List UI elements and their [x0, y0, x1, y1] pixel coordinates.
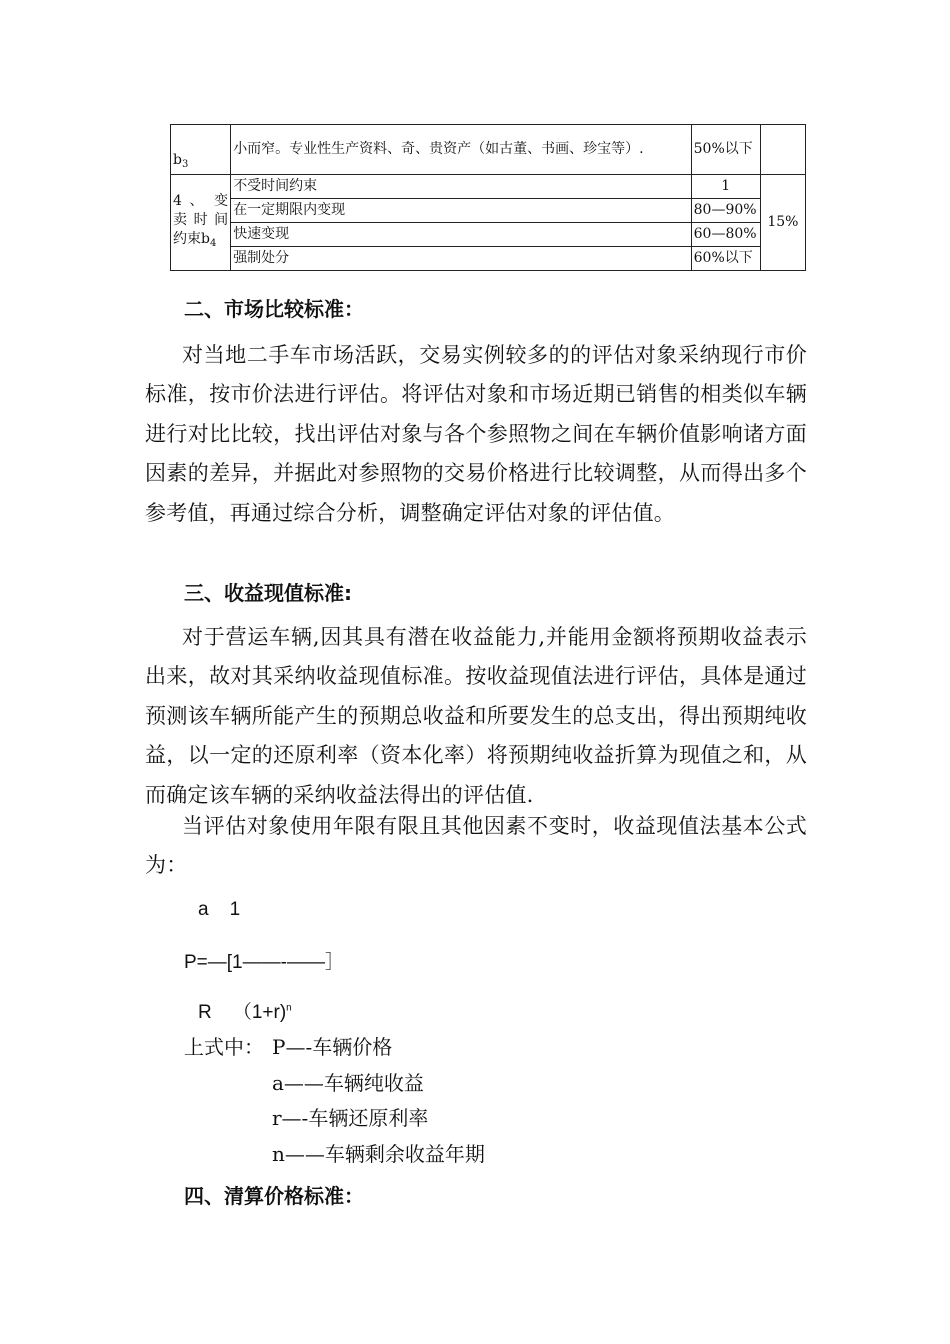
definitions-list [272, 1030, 485, 1172]
row-description: 小而窄。专业性生产资料、奇、贵资产（如古董、书画、珍宝等）. [231, 125, 691, 175]
paragraph-market: 对当地二手车市场活跃，交易实例较多的的评估对象采纳现行市价标准，按市价法进行评估。将评估对象和市场近期已销售的相类似车辆进行对比比较，找出评估对象与各个参照物之间在车辆价值影响诸方面因素的差异，并据此对参照物的交易价格进行比较调整，从而得出多个参考值，再通过综合分析，调整确定评估对象的评估值。 [145, 343, 807, 525]
formula-denominator: R （1+r)$^n$ [198, 1002, 292, 1023]
row-weight: 15% [760, 175, 805, 271]
valuation-table [170, 124, 806, 271]
section-heading-liquidation: 四、清算价格标准： [184, 1184, 364, 1208]
table-row [171, 223, 806, 247]
row-rate: 1 [691, 175, 760, 199]
table-row [171, 247, 806, 271]
row-description: 不受时间约束 [231, 175, 691, 199]
row-description: 在一定期限内变现 [231, 199, 691, 223]
row-rate: 60—80% [691, 223, 760, 247]
definition-item: P—-车辆价格 [272, 1035, 393, 1059]
table-row [171, 175, 806, 199]
definitions-intro: 上式中： [184, 1035, 264, 1059]
row-weight [760, 125, 805, 175]
row-description: 强制处分 [231, 247, 691, 271]
row-rate: 50%以下 [691, 125, 760, 175]
formula-numerator: a 1 [198, 899, 241, 920]
section-heading-market: 二、市场比较标准： [184, 297, 364, 321]
definition-item: r—-车辆还原利率 [272, 1106, 429, 1130]
row-rate: 60%以下 [691, 247, 760, 271]
row-description: 快速变现 [231, 223, 691, 247]
definition-item: a——车辆纯收益 [272, 1070, 424, 1095]
section-heading-income: 三、收益现值标准: [184, 581, 352, 605]
row-label-b4: 4 、 变 卖时间 约束$b_4$ [171, 175, 231, 271]
table-row [171, 125, 806, 175]
formula-main: P=—[1——-——］ [184, 952, 344, 973]
row-label-b3: $b_3$ [171, 125, 231, 175]
definition-item: n——车辆剩余收益年期 [272, 1141, 485, 1166]
paragraph-formula-intro: 当评估对象使用年限有限且其他因素不变时，收益现值法基本公式为： [145, 814, 807, 878]
table-row [171, 199, 806, 223]
paragraph-income: 对于营运车辆,因其具有潜在收益能力,并能用金额将预期收益表示出来，故对其采纳收益现值标准。按收益现值法进行评估，具体是通过预测该车辆所能产生的预期总收益和所要发生的总支出，得出预期纯收益，以一定的还原利率（资本化率）将预期纯收益折算为现值之和，从而确定该车辆的采纳收益法得出的评估值. [145, 625, 807, 807]
row-rate: 80—90% [691, 199, 760, 223]
